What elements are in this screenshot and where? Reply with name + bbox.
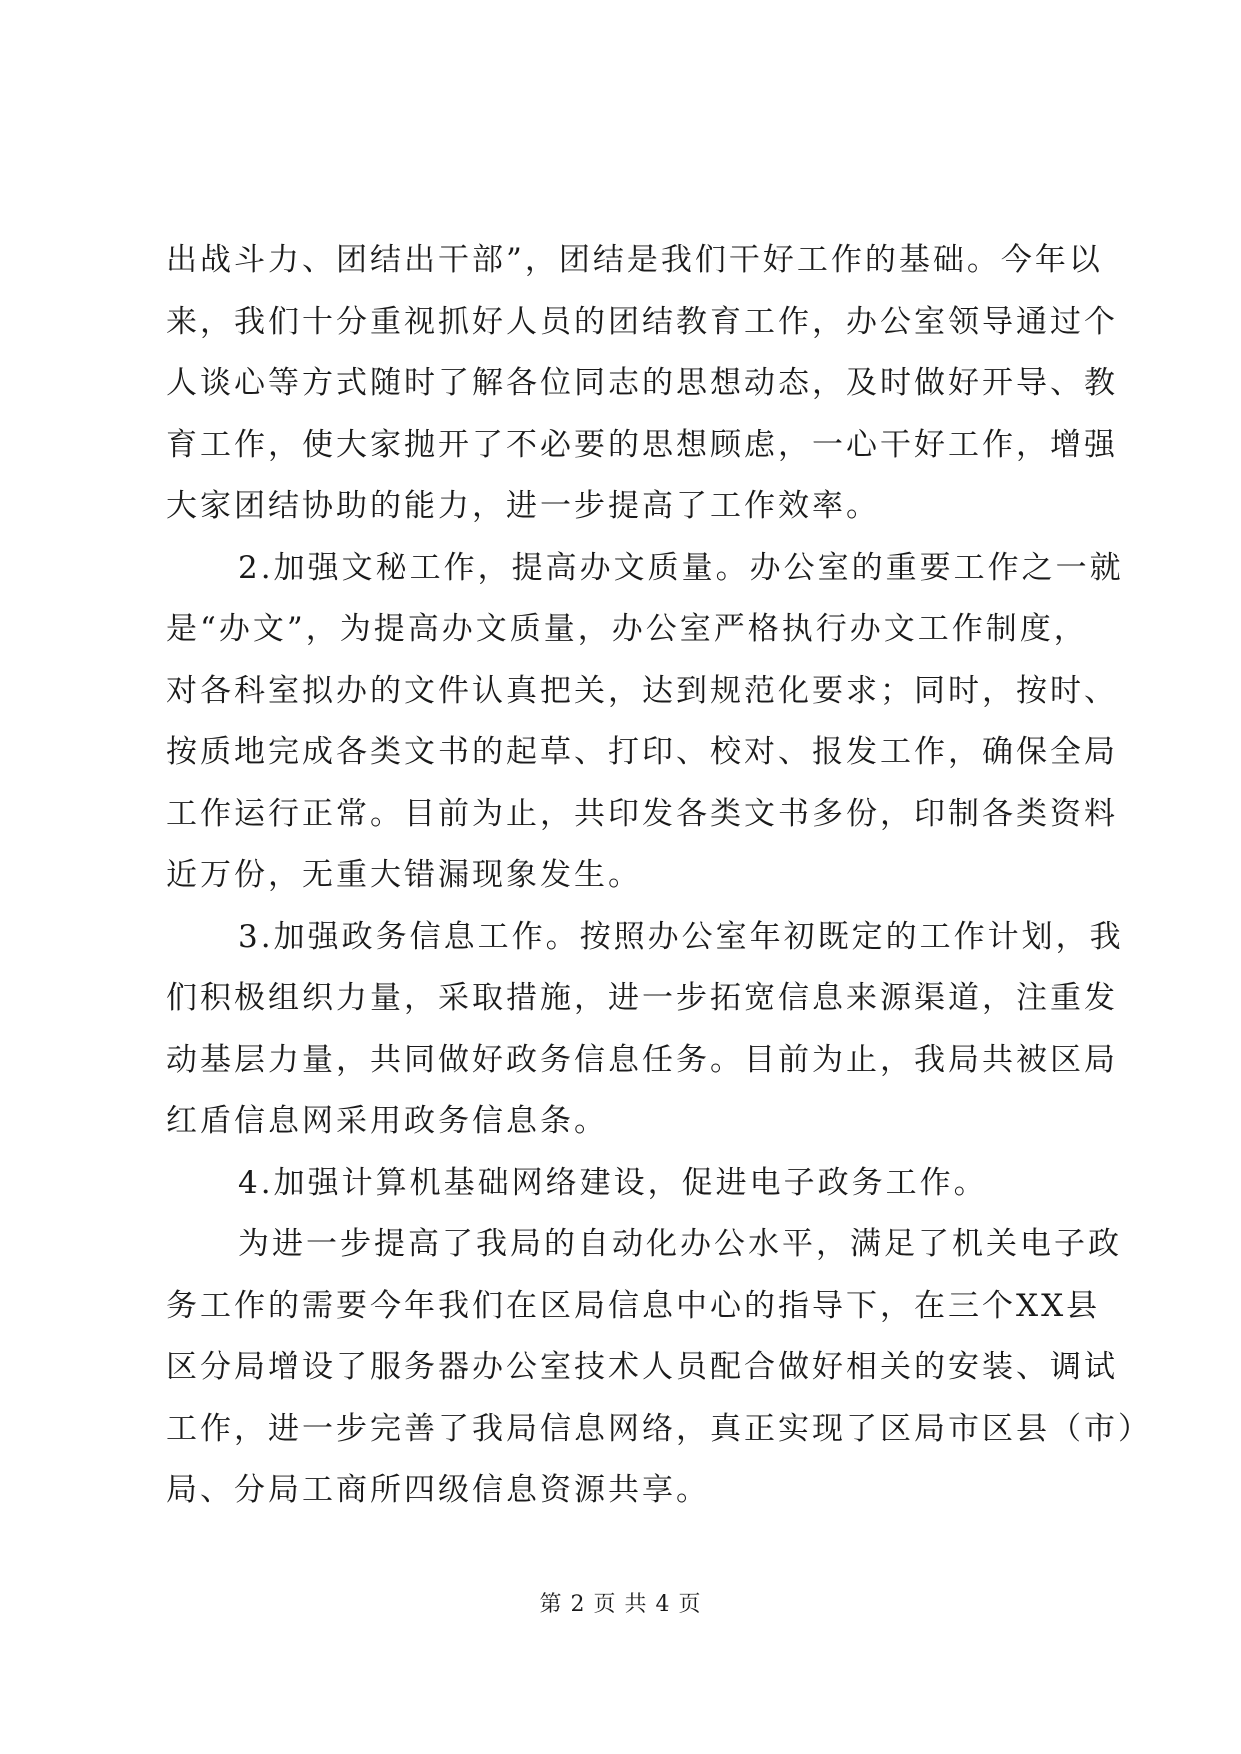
text-line: 区分局增设了服务器办公室技术人员配合做好相关的安装、调试 [166,1349,1118,1385]
text-line: 对各科室拟办的文件认真把关，达到规范化要求；同时，按时、 [166,672,1118,709]
text-line: 育工作，使大家抛开了不必要的思想顾虑，一心干好工作，增强 [166,426,1118,463]
text-line: 工作，进一步完善了我局信息网络，真正实现了区局市区县（市） [166,1410,1152,1447]
paragraph-start-line: 为进一步提高了我局的自动化办公水平，满足了机关电子政 [238,1226,1122,1262]
text-line: 按质地完成各类文书的起草、打印、校对、报发工作，确保全局 [166,734,1118,770]
document-body [166,230,1152,1522]
text-line: 红盾信息网采用政务信息条。 [166,1103,608,1139]
text-line: 局、分局工商所四级信息资源共享。 [166,1472,710,1508]
text-line: 大家团结协助的能力，进一步提高了工作效率。 [166,488,880,524]
text-line: 出战斗力、团结出干部”，团结是我们干好工作的基础。今年以 [166,242,1103,278]
text-line: 是“办文”，为提高办文质量，办公室严格执行办文工作制度， [166,611,1088,647]
paragraph-start-line: 2.加强文秘工作，提高办文质量。办公室的重要工作之一就 [238,549,1124,586]
text-line: 工作运行正常。目前为止，共印发各类文书多份，印制各类资料 [166,795,1118,832]
paragraph-start-line: 4.加强计算机基础网络建设，促进电子政务工作。 [238,1164,988,1201]
text-line: 来，我们十分重视抓好人员的团结教育工作，办公室领导通过个 [166,303,1118,340]
text-line: 们积极组织力量，采取措施，进一步拓宽信息来源渠道，注重发 [166,980,1118,1016]
page-number-footer: 第 2 页 共 4 页 [539,1592,702,1617]
text-line: 务工作的需要今年我们在区局信息中心的指导下，在三个XX县 [166,1287,1101,1324]
text-line: 动基层力量，共同做好政务信息任务。目前为止，我局共被区局 [166,1041,1118,1078]
text-line: 人谈心等方式随时了解各位同志的思想动态，及时做好开导、教 [166,365,1118,401]
text-line: 近万份，无重大错漏现象发生。 [166,857,642,893]
paragraph-start-line: 3.加强政务信息工作。按照办公室年初既定的工作计划，我 [238,918,1124,955]
